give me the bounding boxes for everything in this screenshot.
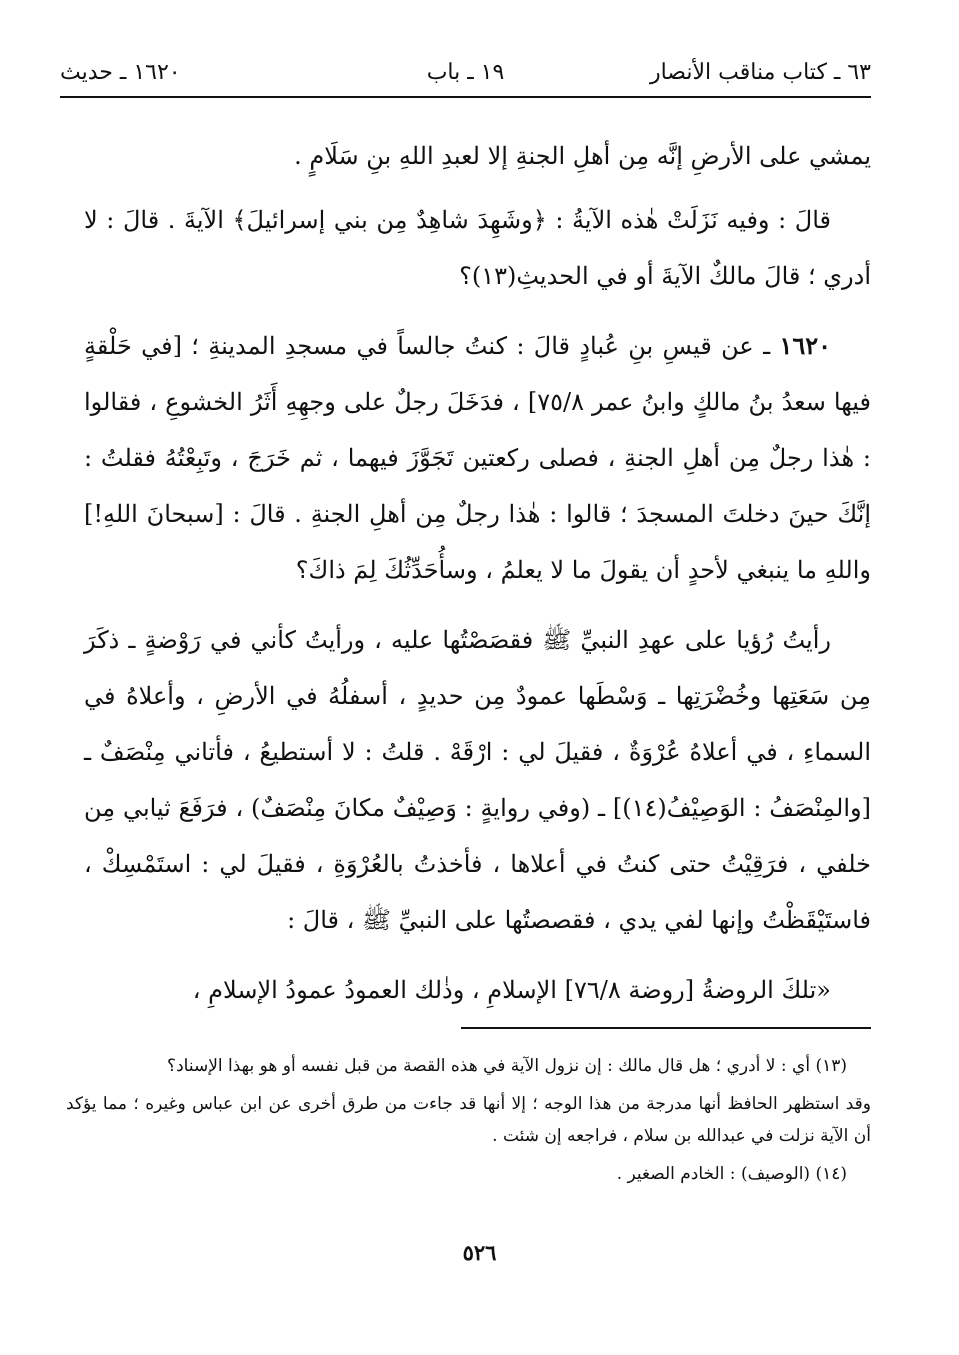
footnote-13-line-1: (١٣) أي : لا أدري ؛ هل قال مالك : إن نزول الآية في هذه القصة من قبل نفسه أو هو بهذا الإسناد؟ bbox=[167, 1056, 847, 1076]
paragraph-1: يمشي على الأرضِ إنَّه مِن أهلِ الجنةِ إلا لعبدِ اللهِ بنِ سَلَامٍ . bbox=[294, 142, 871, 170]
paragraph-2: قالَ : وفيه نَزَلَتْ هٰذه الآيةُ : ﴿وشَهِدَ شاهِدٌ مِن بني إسرائيلَ﴾ الآيةَ . قالَ : لا أدري ؛ قالَ مالكٌ الآيةَ أو في الحديثِ(١٣)؟ bbox=[84, 206, 871, 290]
paragraph-dream: رأيتُ رُؤيا على عهدِ النبيِّ ﷺ فقصَصْتُها عليه ، ورأيتُ كأني في رَوْضةٍ ـ ذكَرَ مِن سَعَتِها وخُضْرَتِها ـ وَسْطَها عمودٌ مِن حديدٍ ، أسفلُهُ في الأرضِ ، وأعلاهُ في السماءِ ، في أعلاهُ عُرْوَةٌ ، فقيلَ لي : ارْقَهْ . قلتُ : لا أستطيعُ ، فأتاني مِنْصَفٌ ـ [والمِنْصَفُ : الوَصِيْفُ(١٤)] ـ (وفي روايةٍ : وَصِيْفٌ مكانَ مِنْصَفٌ) ، فرَفَعَ ثيابي مِن خلفي ، فرَقِيْتُ حتى كنتُ في أعلاها ، فأخذتُ بالعُرْوَةِ ، فقيلَ لي : استَمْسِكْ ، فاستَيْقَظْتُ وإنها لفي يدي ، فقصصتُها على النبيِّ ﷺ ، قالَ : bbox=[84, 626, 871, 934]
main-text bbox=[84, 128, 871, 1026]
footnote-13-line-2: وقد استظهر الحافظ أنها مدرجة من هذا الوجه ؛ إلا أنها قد جاءت من طرق أخرى عن ابن عباس وغيره ؛ مما يؤكد أن الآية نزلت في عبدالله بن سلام ، فراجعه إن شئت . bbox=[66, 1094, 871, 1146]
header-hadith-number: ١٦٢٠ ـ حديث bbox=[60, 60, 181, 85]
header-chapter: ١٩ ـ باب bbox=[426, 60, 505, 85]
running-header bbox=[60, 56, 871, 96]
paragraph-prophet-reply: «تلكَ الروضةُ [روضة ٧٦/٨] الإسلامِ ، وذٰلك العمودُ عمودُ الإسلامِ ، bbox=[192, 976, 831, 1004]
header-divider bbox=[60, 96, 871, 98]
hadith-number: ١٦٢٠ bbox=[779, 331, 831, 360]
footnote-14: (١٤) (الوصيف) : الخادم الصغير . bbox=[616, 1164, 847, 1184]
page-number: ٥٢٦ bbox=[462, 1240, 497, 1265]
hadith-text: ـ عن قيسِ بنِ عُبادٍ قالَ : كنتُ جالساً في مسجدِ المدينةِ ؛ [في حَلْقةٍ فيها سعدُ بنُ مالكٍ وابنُ عمر ٧٥/٨] ، فدَخَلَ رجلٌ على وجهِهِ أَثَرُ الخشوعِ ، فقالوا : هٰذا رجلٌ مِن أهلِ الجنةِ ، فصلى ركعتين تَجَوَّزَ فيهما ، ثم خَرَجَ ، وتَبِعْتُهُ فقلتُ : إنَّكَ حينَ دخلتَ المسجدَ ؛ قالوا : هٰذا رجلٌ مِن أهلِ الجنةِ . قالَ : [سبحانَ اللهِ!] واللهِ ما ينبغي لأحدٍ أن يقولَ ما لا يعلمُ ، وسأُحَدِّثُكَ لِمَ ذاكَ؟ bbox=[84, 332, 871, 584]
footnote-divider bbox=[461, 1027, 871, 1029]
footnotes bbox=[66, 1050, 871, 1196]
paragraph-hadith-1620 bbox=[84, 318, 871, 598]
header-book-title: ٦٣ ـ كتاب مناقب الأنصار bbox=[649, 60, 871, 85]
